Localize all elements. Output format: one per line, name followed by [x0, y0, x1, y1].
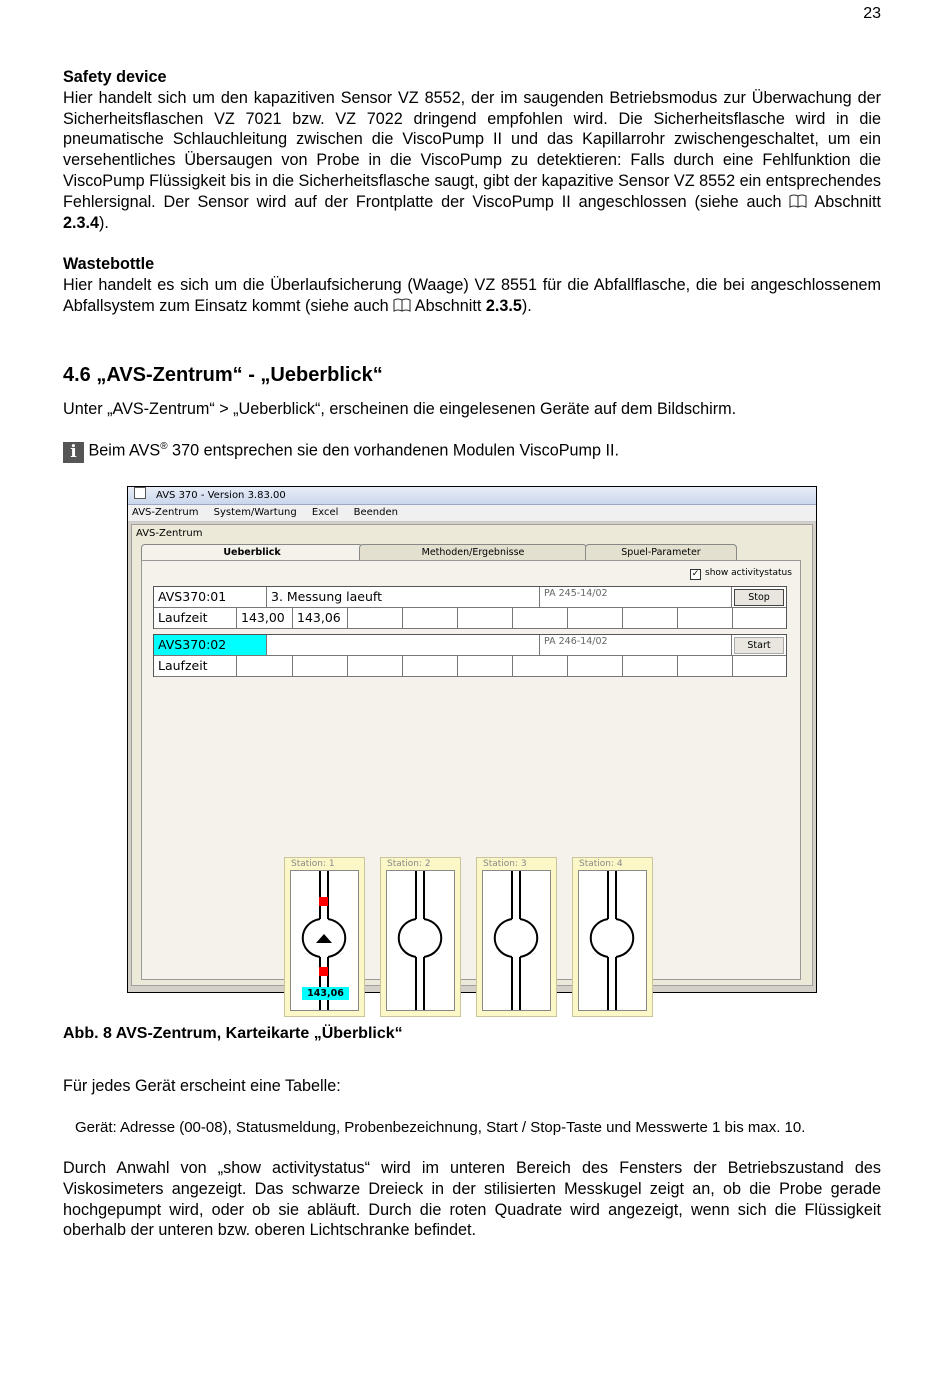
runtime-label: Laufzeit: [154, 656, 237, 677]
runtime-value: [568, 656, 623, 677]
overview-tab-content: [141, 560, 801, 999]
safety-ref-number: 2.3.4: [63, 213, 100, 232]
device-table: [153, 586, 787, 629]
waste-heading: Wastebottle: [63, 255, 155, 273]
viscometer-status: [578, 870, 647, 1011]
tab-spuel-parameter[interactable]: Spuel-Parameter: [585, 544, 737, 560]
section-intro: Unter „AVS-Zentrum“ > „Ueberblick“, erscheinen die eingelesenen Geräte auf dem Bildschirm.: [63, 400, 737, 418]
station-label: Station: 2: [387, 859, 431, 869]
runtime-value: [237, 656, 293, 677]
tab-strip: [141, 544, 801, 560]
runtime-value: [733, 656, 786, 677]
menu-system-wartung[interactable]: System/Wartung: [213, 507, 297, 518]
waste-ref-prefix: Abschnitt: [414, 296, 482, 315]
runtime-value: [458, 656, 513, 677]
book-icon: [789, 194, 807, 208]
safety-text: Hier handelt sich um den kapazitiven Sensor VZ 8552, der im saugenden Betriebsmodus zur Überwachung der Sicherheitsflaschen VZ 7021 bzw. VZ 7022 dringend empfohlen wird. Die Sicherheitsflasche wird in die pneumatische Schlauchleitung zwischen die ViscoPump II und das Kapillarrohr zwischengeschaltet, um ein versehentliches Übersaugen von Probe in die ViscoPump zu detektieren: Falls durch eine Fehlfunktion die ViscoPump Flüssigkeit bis in die Sicherheitsflasche saugt, gibt der kapazitive Sensor VZ 8552 ein entsprechendes Fehlersignal. Der Sensor wird auf der Frontplatte der ViscoPump II angeschlossen (siehe auch: [63, 88, 881, 211]
station-reading: 143,06: [302, 987, 349, 1000]
title-bar: [128, 487, 816, 505]
runtime-value: 143,00: [237, 608, 293, 629]
safety-ref-suffix: ).: [99, 213, 109, 232]
station-label: Station: 1: [291, 859, 335, 869]
runtime-value: [403, 608, 458, 629]
registered-mark: ®: [160, 441, 168, 452]
viscometer-status: [482, 870, 551, 1011]
runtime-value: [513, 656, 568, 677]
show-activity-label: show activitystatus: [705, 568, 792, 578]
runtime-value: [733, 608, 786, 629]
panel-title: AVS-Zentrum: [136, 528, 203, 539]
device-address: AVS370:01: [154, 587, 267, 608]
station-label: Station: 3: [483, 859, 527, 869]
viscometer-status: [386, 870, 455, 1011]
section-title: 4.6 „AVS-Zentrum“ - „Ueberblick“: [63, 364, 383, 386]
avs-zentrum-panel: [131, 524, 813, 999]
runtime-value: 143,06: [293, 608, 348, 629]
runtime-value: [623, 656, 678, 677]
runtime-value: [348, 656, 403, 677]
station-label: Station: 4: [579, 859, 623, 869]
body-paragraph-1: Für jedes Gerät erscheint eine Tabelle:: [63, 1077, 341, 1095]
runtime-value: [678, 656, 733, 677]
safety-ref-prefix: Abschnitt: [814, 192, 882, 211]
runtime-value: [458, 608, 513, 629]
page-number: 23: [863, 5, 881, 22]
app-icon: [134, 487, 146, 499]
menu-avs-zentrum[interactable]: AVS-Zentrum: [132, 507, 199, 518]
runtime-value: [403, 656, 458, 677]
body-paragraph-3: Durch Anwahl von „show activitystatus“ wird im unteren Bereich des Fensters der Betriebszustand des Viskosimeters angezeigt. Das schwarze Dreieck in der stilisierten Messkugel zeigt an, ob die Probe gerade hochgepumpt wird, oder ob sie abläuft. Durch die roten Quadrate wird angezeigt, wenn sich die Flüssigkeit oberhalb der unteren bzw. oberen Lichtschranke befindet.: [63, 1159, 881, 1240]
tab-methoden-ergebnisse[interactable]: Methoden/Ergebnisse: [359, 544, 587, 560]
viscometer-status: [290, 870, 359, 1011]
safety-section: [63, 67, 881, 233]
tab-ueberblick[interactable]: Ueberblick: [141, 544, 363, 561]
safety-heading: Safety device: [63, 68, 167, 86]
menu-bar: [128, 505, 816, 522]
start-button[interactable]: Start: [734, 637, 784, 654]
app-window: [127, 486, 817, 999]
body-paragraph-2: Gerät: Adresse (00-08), Statusmeldung, Probenbezeichnung, Start / Stop-Taste und Messwerte 1 bis max. 10.: [75, 1119, 806, 1136]
device-address: AVS370:02: [154, 635, 267, 656]
window-title: AVS 370 - Version 3.83.00: [156, 490, 286, 501]
station-1: [284, 857, 365, 1017]
info-after: 370 entsprechen sie den vorhandenen Modulen ViscoPump II.: [167, 441, 620, 460]
waste-ref-suffix: ).: [521, 296, 532, 315]
sample-name: PA 246-14/02: [540, 635, 732, 656]
stop-button[interactable]: Stop: [734, 589, 784, 606]
menu-beenden[interactable]: Beenden: [353, 507, 398, 518]
pump-direction-triangle: [316, 934, 332, 943]
runtime-label: Laufzeit: [154, 608, 237, 629]
info-note: [63, 441, 619, 463]
info-before: Beim AVS: [88, 441, 161, 460]
viscometer-bulb-icon: [483, 871, 550, 1010]
lower-sensor-indicator: [319, 967, 328, 976]
runtime-value: [293, 656, 348, 677]
info-icon: i: [63, 442, 84, 463]
show-activity-checkbox[interactable]: [690, 568, 792, 580]
checkbox-check-icon: ✓: [691, 569, 700, 579]
waste-section: [63, 254, 881, 316]
runtime-value: [568, 608, 623, 629]
station-2: [380, 857, 461, 1017]
device-status: [267, 635, 540, 656]
device-status: 3. Messung laeuft: [267, 587, 540, 608]
station-3: [476, 857, 557, 1017]
runtime-value: [623, 608, 678, 629]
waste-ref-number: 2.3.5: [485, 296, 522, 315]
waste-text: Hier handelt es sich um die Überlaufsicherung (Waage) VZ 8551 für die Abfallflasche, die bei angeschlossenem Abfallsystem zum Einsatz kommt (siehe auch: [63, 275, 881, 315]
viscometer-bulb-icon: [579, 871, 646, 1010]
runtime-value: [678, 608, 733, 629]
book-icon: [393, 298, 411, 312]
station-4: [572, 857, 653, 1017]
upper-sensor-indicator: [319, 897, 328, 906]
viscometer-bulb-icon: [387, 871, 454, 1010]
runtime-value: [348, 608, 403, 629]
sample-name: PA 245-14/02: [540, 587, 732, 608]
figure-caption: Abb. 8 AVS-Zentrum, Karteikarte „Überblick“: [63, 1025, 403, 1042]
menu-excel[interactable]: Excel: [311, 507, 339, 518]
runtime-value: [513, 608, 568, 629]
device-table: [153, 634, 787, 677]
